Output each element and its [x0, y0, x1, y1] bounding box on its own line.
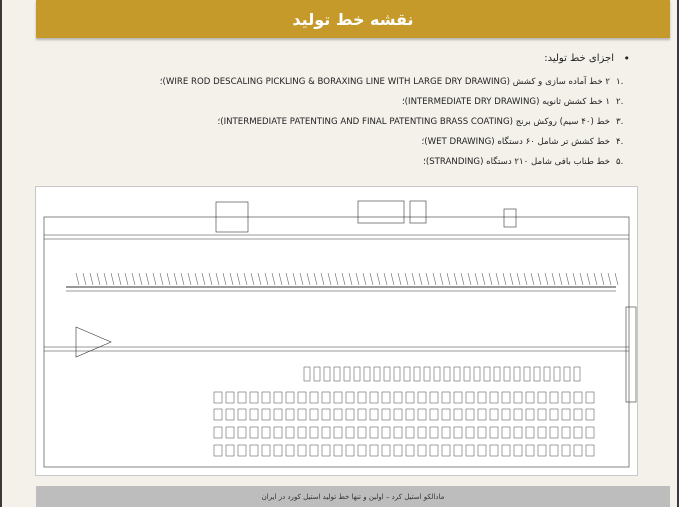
list-item-text: ۲ خط آماده سازی و کشش (WIRE ROD DESCALING PICKLING & BORAXING LINE WITH LARGE DRY DRAWING)؛ [159, 77, 610, 87]
header-banner [36, 0, 670, 38]
list-item-text: ۱ خط کشش ثانویه (INTERMEDIATE DRY DRAWING)؛ [401, 97, 610, 107]
content-section [100, 52, 630, 172]
intro-text: اجزای خط تولید: [544, 53, 614, 64]
page-title: نقشه خط تولید [292, 9, 414, 29]
list-item [100, 112, 630, 132]
list-item [100, 152, 630, 172]
equipment-block [76, 327, 111, 357]
list-item-number: .۱ [616, 77, 624, 87]
list-item-number: .۴ [616, 137, 624, 147]
plant-layout-drawing [36, 187, 637, 475]
list-item [100, 72, 630, 92]
production-line-drawing [35, 186, 638, 476]
page-edge-left [0, 0, 2, 507]
footer-text: مادالکو استیل کرد – اولین و تنها خط تولید استیل کورد در ایران [261, 492, 445, 501]
list-item [100, 132, 630, 152]
list-item-number: .۵ [616, 157, 624, 167]
list-item-number: .۲ [616, 97, 624, 107]
intro-line [100, 52, 630, 66]
equipment-block [626, 307, 636, 402]
production-line-list [100, 72, 630, 172]
list-item-number: .۳ [616, 117, 624, 127]
list-item-text: خط طناب بافی شامل ۲۱۰ دستگاه (STRANDING)؛ [423, 157, 610, 167]
equipment-block [358, 201, 404, 223]
bullet-icon: • [623, 52, 630, 65]
list-item-text: خط کشش تر شامل ۶۰ دستگاه (WET DRAWING)؛ [421, 137, 610, 147]
footer-bar [36, 486, 670, 507]
equipment-block [410, 201, 426, 223]
equipment-block [504, 209, 516, 227]
list-item-text: خط (۴۰ سیم) روکش برنج (INTERMEDIATE PATENTING AND FINAL PATENTING BRASS COATING)؛ [217, 117, 610, 127]
plant-outline [44, 217, 629, 467]
list-item [100, 92, 630, 112]
